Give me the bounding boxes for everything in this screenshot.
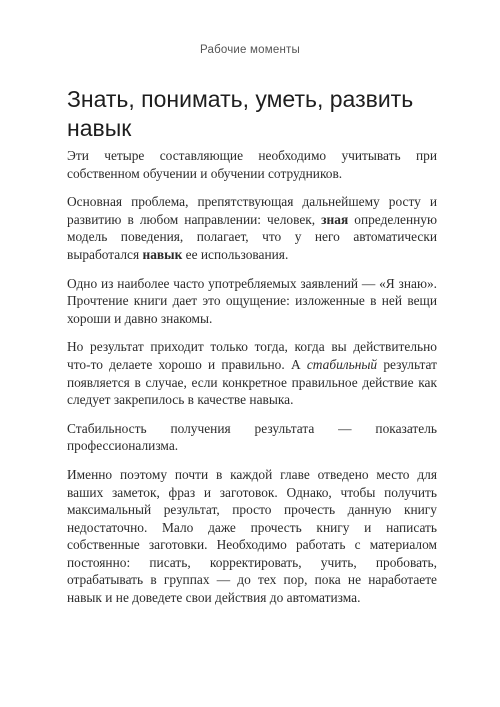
paragraph-2 [67,193,437,263]
italic-word-stable: стабильный [306,356,378,372]
running-header: Рабочие моменты [200,44,300,56]
paragraph-4-text-a: Но результат приходит только тогда, когда вы действительно что-то делаете хорошо и правильно. А [67,339,437,372]
paragraph-5: Стабильность получения результата — показатель профессионализма. [67,420,437,454]
section-title: Знать, понимать, уметь, развить навык [67,86,414,141]
paragraph-4-text-b: результат появляется в случае, если конкретное правильное действие как следует закрепилось в качестве навыка. [67,356,438,408]
paragraph-2-text-a: Основная проблема, препятствующая дальнейшему росту и развитию в любом направлении: человек, [67,194,437,227]
bold-word-knowing: зная [321,211,349,227]
paragraph-6: Именно поэтому почти в каждой главе отведено место для ваших заметок, фраз и заготовок. Однако, чтобы получить максимальный результат, просто прочесть данную книгу недостаточно. Мало даже прочесть книгу и написать собственные заготовки. Необходимо работать с материалом постоянно: писать, корректировать, учить, пробовать, отрабатывать в группах — до тех пор, пока не наработаете навык и не доведете свои действия до автоматизма. [67,466,437,606]
paragraph-2-text-b: определенную модель поведения, полагает, что у него автоматически выработался [67,211,437,262]
body-text [67,147,437,618]
paragraph-4 [67,338,437,408]
bold-word-skill: навык [142,246,183,262]
paragraph-3: Одно из наиболее часто употребляемых заявлений — «Я знаю». Прочтение книги дает это ощущение: изложенные в ней вещи хороши и давно знакомы. [67,275,437,326]
paragraph-1: Эти четыре составляющие необходимо учитывать при собственном обучении и обучении сотрудников. [67,148,437,181]
paragraph-2-text-c: ее использования. [182,246,289,262]
